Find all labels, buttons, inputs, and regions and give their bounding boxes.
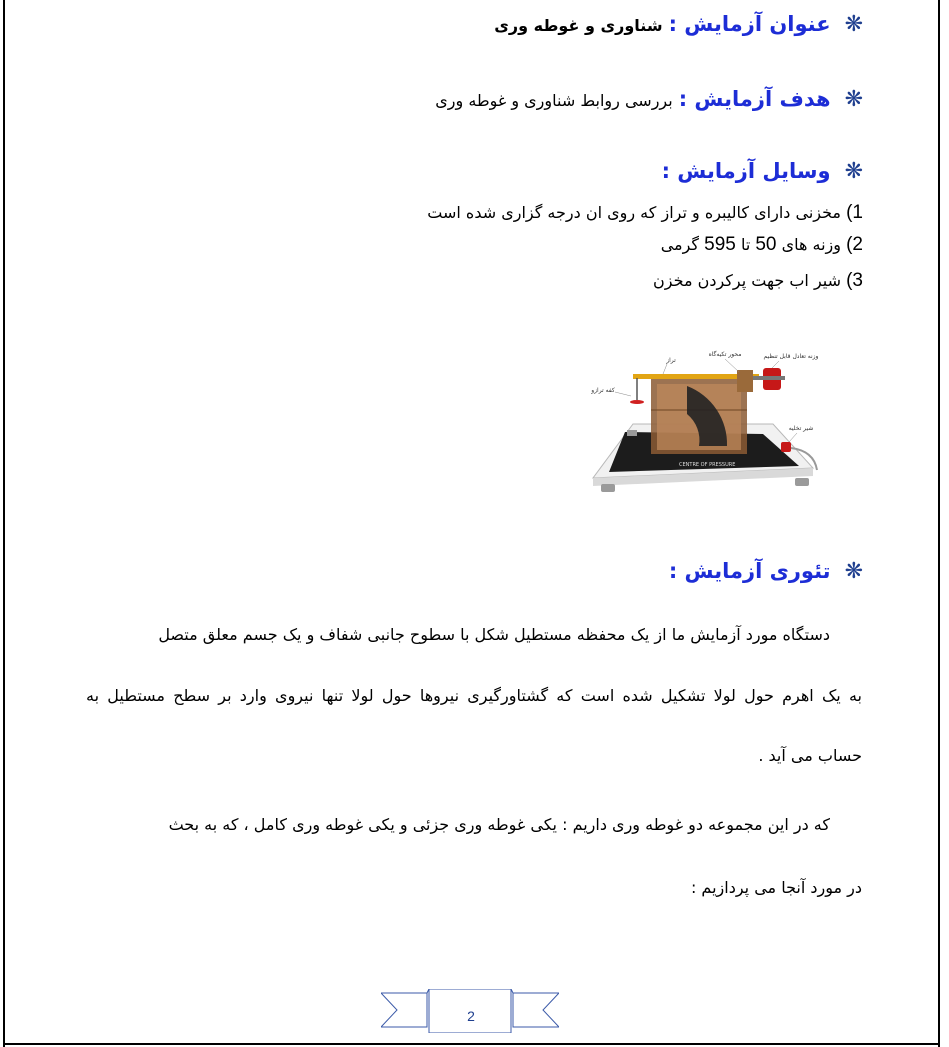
title-value: شناوری و غوطه وری [494,16,663,35]
item-text: گرمی [660,235,700,254]
pivot-label: محور تکیه‌گاه [708,351,742,358]
asterisk-icon: ❋ [844,159,863,184]
item-text: مخزنی دارای کالیبره و تراز که روی ان درجه گزاری شده است [427,203,841,222]
equipment-label: وسایل آزمایش : [661,159,831,183]
drain-label: شیر تخلیه [788,425,814,432]
item-text: تا [740,235,751,254]
asterisk-icon: ❋ [844,559,863,584]
theory-line-5: در مورد آنجا می پردازیم : [690,878,862,897]
page-border-left [3,0,5,1047]
asterisk-icon: ❋ [844,87,863,112]
pan-label: کفه ترازو [591,387,615,394]
item-text: وزنه های [781,235,841,254]
item-weight-min: 50 [755,234,777,255]
item-number: 1) [846,202,863,223]
page-border-bottom [3,1043,940,1045]
equipment-heading [662,160,863,184]
asterisk-icon: ❋ [844,12,863,37]
item-number: 2) [846,234,863,255]
theory-label: تئوری آزمایش : [668,559,831,583]
theory-line-2: به یک اهرم حول لولا تشکیل شده است که گشتاورگیری نیروها حول لولا تنها نیروی وارد بر سطح مستطیل به [86,686,862,705]
page-number: 2 [467,1008,475,1024]
title-heading [494,13,863,37]
item-text: شیر اب جهت پرکردن مخزن [653,271,841,290]
equipment-item-2 [661,235,863,254]
title-label: عنوان آزمایش : [668,12,831,36]
page-border-right [938,0,940,1047]
item-number: 3) [846,270,863,291]
level-label: تراز [666,357,676,364]
item-weight-max: 595 [704,234,736,255]
theory-line-4: که در این مجموعه دو غوطه وری داریم : یکی غوطه وری جزئی و یکی غوطه وری کامل ، که به بحث [168,815,830,834]
counterweight-label: وزنه تعادل قابل تنظیم [763,353,819,360]
theory-heading [669,560,863,584]
equipment-item-3 [653,271,863,290]
apparatus-image [587,338,827,508]
theory-line-1: دستگاه مورد آزمایش ما از یک محفظه مستطیل شکل با سطوح جانبی شفاف و یک جسم معلق متصل [158,625,830,644]
equipment-item-1 [427,203,863,222]
objective-value: بررسی روابط شناوری و غوطه وری [435,91,673,110]
plate-label: CENTRE OF PRESSURE [679,462,736,468]
objective-label: هدف آزمایش : [678,87,831,111]
objective-heading [435,88,863,112]
theory-line-3: حساب می آید . [758,746,862,765]
